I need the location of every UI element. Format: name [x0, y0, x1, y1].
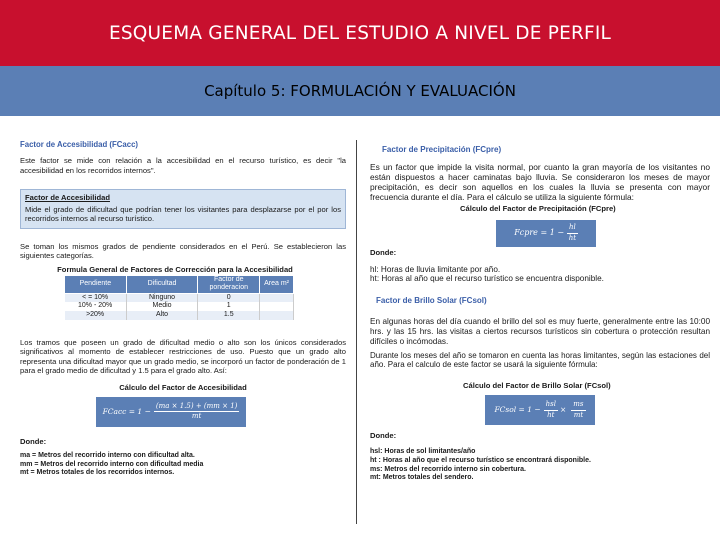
formula-denominator: ht — [568, 233, 577, 242]
left-column — [20, 130, 346, 478]
definition-item: mt: Metros totales del sendero. — [370, 474, 474, 482]
donde-label: Donde: — [20, 436, 47, 446]
chapter-banner — [0, 66, 720, 116]
donde-label: Donde: — [370, 247, 397, 257]
accessibility-formula — [96, 397, 246, 427]
categories-paragraph: Se toman los mismos grados de pendiente considerados en el Perú. Se establecieron las siguientes categorías. — [20, 241, 346, 261]
page-title: ESQUEMA GENERAL DEL ESTUDIO A NIVEL DE PERFIL — [108, 22, 612, 44]
table-title: Formula General de Factores de Corrección para la Accesibilidad — [57, 265, 293, 275]
solar-formula — [485, 395, 595, 425]
solar-definitions — [370, 448, 710, 482]
table-cell: 1.5 — [198, 311, 260, 320]
definition-item: hsl: Horas de sol limitantes/año — [370, 448, 476, 456]
title-banner — [0, 0, 720, 66]
table-row — [65, 302, 294, 311]
formula-denominator: mt — [191, 412, 202, 421]
precipitation-heading: Factor de Precipitación (FCpre) — [382, 145, 502, 154]
formula-numerator: hsl — [544, 400, 558, 410]
table-row — [65, 293, 294, 302]
precipitation-paragraph: Es un factor que impide la visita normal, por cuanto la gran mayoría de los visitantes no están dispuestos a hacer caminatas bajo lluvia. Se consideraron los meses de mayor precipitación, es decir son aquellos en los cuales la lluvia se presenta con mayor frecuencia durante el día. Para el cálculo se utiliza la siguiente fórmula: — [370, 162, 710, 203]
definition-item: ms: Metros del recorrido interno sin cobertura. — [370, 465, 526, 473]
table-cell: Ninguno — [126, 293, 198, 302]
solar-paragraph: En algunas horas del día cuando el brillo del sol es muy fuerte, generalmente entre las 10:00 hrs. y las 15 hrs. las visitas a ciertos recursos turísticos sin cobertura o protección resultan difíciles o incómodas. — [370, 317, 710, 346]
calc-accessibility-title: Cálculo del Factor de Accesibilidad — [119, 383, 247, 393]
table-cell: >20% — [65, 311, 127, 320]
table-cell — [260, 293, 294, 302]
table-cell: Medio — [126, 302, 198, 311]
donde-label: Donde: — [370, 431, 397, 441]
definition-item: mt = Metros totales de los recorridos internos. — [20, 469, 175, 477]
solar-formula-paragraph: Durante los meses del año se tomaron en cuenta las horas limitantes, según las estaciones del año. Para el calculo de este factor se usará la siguiente fórmula: — [370, 350, 710, 370]
formula-denominator: ht — [547, 410, 555, 419]
formula-numerator: ms — [571, 400, 585, 410]
formula-fraction — [154, 402, 240, 422]
definition-item: mm = Metros del recorrido interno con dificultad media — [20, 460, 204, 468]
definition-item: hl: Horas de lluvia limitante por año. — [370, 264, 501, 274]
table-cell — [260, 302, 294, 311]
formula-lhs: Fcpre = 1 − — [514, 228, 565, 238]
accessibility-definitions — [20, 452, 346, 478]
formula-fraction — [567, 223, 578, 243]
callout-text: Mide el grado de dificultad que podrían tener los visitantes para desplazarse por el por los recorridos internos al recurso turístico. — [25, 205, 341, 224]
table-header: Dificultad — [126, 275, 198, 293]
definition-item: ma = Metros del recorrido interno con dificultad alta. — [20, 451, 195, 459]
precipitation-formula — [496, 220, 596, 247]
table-row — [65, 311, 294, 320]
chapter-title: Capítulo 5: FORMULACIÓN Y EVALUACIÓN — [204, 82, 516, 100]
formula-lhs: FCacc = 1 − — [102, 407, 151, 416]
definition-item: ht: Horas al año que el recurso turístico se encuentra disponible. — [370, 274, 604, 284]
table-cell: < = 10% — [65, 293, 127, 302]
formula-numerator: (ma × 1.5) + (mm × 1) — [154, 402, 240, 412]
weighting-paragraph: Los tramos que poseen un grado de dificultad medio o alto son los únicos considerados significativos al momento de establecer restricciones de uso. Puesto que un grado alto representa una dificultad mayor que un grado medio, se incorporó un factor de ponderación de 1 para el grado medio de dificultad y 1.5 para el grado alto. Así: — [20, 338, 346, 376]
table-cell: 10% - 20% — [65, 302, 127, 311]
slope-table — [64, 275, 294, 321]
precipitation-definitions — [370, 265, 710, 284]
definition-item: ht : Horas al año que el recurso turístico se encontrará disponible. — [370, 456, 591, 464]
table-cell: 1 — [198, 302, 260, 311]
accessibility-callout — [20, 189, 346, 229]
formula-numerator: hl — [567, 223, 578, 233]
formula-denominator: mt — [573, 410, 584, 419]
table-cell: Alto — [126, 311, 198, 320]
formula-fraction — [571, 400, 585, 420]
right-column — [370, 130, 710, 483]
formula-fraction — [544, 400, 558, 420]
column-divider — [356, 140, 357, 524]
table-header: Factor de ponderacion — [198, 275, 260, 293]
table-cell: 0 — [198, 293, 260, 302]
callout-title: Factor de Accesibilidad — [25, 192, 110, 202]
formula-lhs: FCsol = 1 − — [494, 405, 541, 415]
table-header: Pendiente — [65, 275, 127, 293]
calc-precipitation-title: Cálculo del Factor de Precipitación (FCpre) — [460, 204, 616, 214]
accessibility-intro: Este factor se mide con relación a la accesibilidad en el recurso turístico, es decir "la accesibilidad en los recorridos internos". — [20, 156, 346, 175]
table-header: Area m² — [260, 275, 294, 293]
formula-times: × — [560, 405, 567, 415]
accessibility-heading: Factor de Accesibilidad (FCacc) — [20, 140, 138, 149]
calc-solar-title: Cálculo del Factor de Brillo Solar (FCsol) — [463, 380, 611, 390]
solar-heading: Factor de Brillo Solar (FCsol) — [376, 295, 487, 305]
table-cell — [260, 311, 294, 320]
